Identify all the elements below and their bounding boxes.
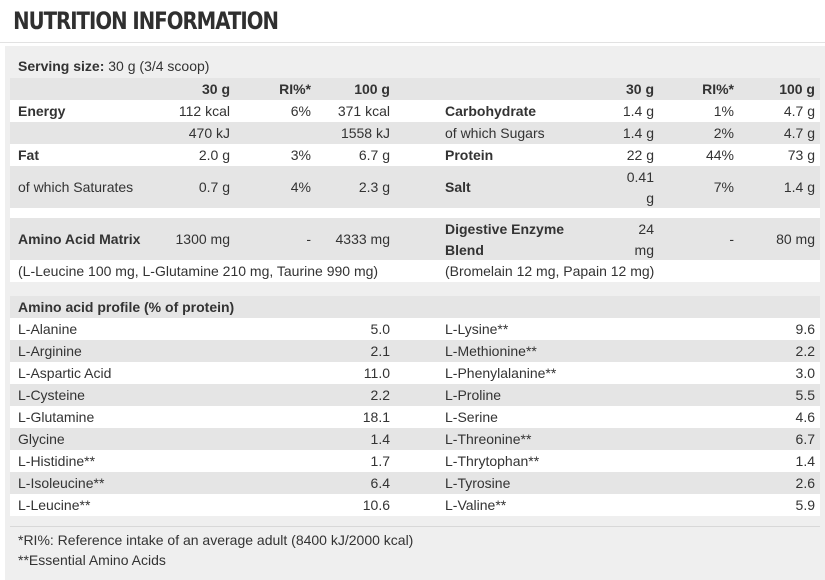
table-row: [10, 428, 820, 450]
spacer: [10, 282, 820, 296]
amino-name: L-Lysine**: [445, 321, 509, 337]
amino-name: L-Proline: [445, 387, 502, 403]
table-row: [10, 494, 820, 516]
table-row: [10, 122, 820, 144]
enzyme-label-line2: Blend: [445, 242, 484, 258]
amino-name: L-Histidine**: [18, 453, 96, 469]
fat-ri: 3%: [290, 147, 311, 163]
salt-30g: 0.41: [626, 169, 654, 185]
header-100g-right: 100 g: [779, 81, 815, 97]
protein-100g: 73 g: [787, 147, 815, 163]
energy-100g: 371 kcal: [337, 103, 390, 119]
amino-name: L-Threonine**: [445, 431, 532, 447]
sugars-30g: 1.4 g: [622, 125, 654, 141]
salt-label: Salt: [445, 179, 471, 195]
footnote-ri: *RI%: Reference intake of an average adult (8400 kJ/2000 kcal): [18, 532, 414, 548]
amino-value: 6.4: [370, 475, 390, 491]
header-ri-right: RI%*: [702, 81, 734, 97]
table-row: [10, 472, 820, 494]
amino-name: L-Thrytophan**: [445, 453, 540, 469]
enzyme-30g: 24: [638, 221, 654, 237]
page-title: NUTRITION INFORMATION: [13, 7, 278, 35]
serving-size: [18, 58, 209, 74]
energy-30g: 112 kcal: [178, 103, 230, 119]
amino-value: 18.1: [362, 409, 390, 425]
amino-matrix-100g: 4333 mg: [335, 231, 390, 247]
enzyme-ri: -: [729, 231, 734, 247]
amino-name: L-Serine: [445, 409, 498, 425]
table-header-row: [10, 78, 820, 100]
fat-30g: 2.0 g: [198, 147, 230, 163]
amino-profile-heading: Amino acid profile (% of protein): [18, 299, 235, 315]
amino-value: 11.0: [363, 365, 390, 381]
saturates-ri: 4%: [290, 179, 311, 195]
amino-name: L-Cysteine: [18, 387, 85, 403]
protein-label: Protein: [445, 147, 494, 163]
saturates-label: of which Saturates: [18, 179, 134, 195]
amino-name: L-Tyrosine: [445, 475, 511, 491]
amino-value: 2.1: [370, 343, 390, 359]
nutrition-panel: [5, 46, 825, 580]
amino-value: 4.6: [795, 409, 815, 425]
amino-name: L-Isoleucine**: [18, 475, 105, 491]
amino-name: L-Phenylalanine**: [445, 365, 557, 381]
salt-30g-unit: g: [646, 190, 654, 206]
salt-100g: 1.4 g: [783, 179, 815, 195]
serving-size-label: Serving size:: [18, 58, 105, 74]
header-ri-left: RI%*: [279, 81, 311, 97]
table-row: [10, 450, 820, 472]
amino-value: 6.7: [795, 431, 815, 447]
serving-size-value: 30 g (3/4 scoop): [108, 58, 210, 74]
saturates-30g: 0.7 g: [198, 179, 230, 195]
amino-matrix-ri: -: [306, 231, 311, 247]
sugars-label: of which Sugars: [445, 125, 545, 141]
amino-value: 5.5: [795, 387, 815, 403]
table-row: [10, 340, 820, 362]
amino-value: 3.0: [795, 365, 815, 381]
carbohydrate-ri: 1%: [713, 103, 734, 119]
table-row: [10, 384, 820, 406]
sugars-ri: 2%: [713, 125, 734, 141]
salt-ri: 7%: [713, 179, 734, 195]
amino-matrix-label: Amino Acid Matrix: [18, 231, 141, 247]
sugars-100g: 4.7 g: [783, 125, 815, 141]
energy-ri: 6%: [290, 103, 311, 119]
amino-value: 2.2: [795, 343, 815, 359]
amino-name: L-Arginine: [18, 343, 82, 359]
enzyme-note: (Bromelain 12 mg, Papain 12 mg): [445, 263, 655, 279]
protein-ri: 44%: [705, 147, 734, 163]
page-header: [0, 0, 825, 43]
amino-name: Glycine: [18, 431, 65, 447]
amino-profile-heading-row: [10, 296, 820, 318]
carbohydrate-30g: 1.4 g: [622, 103, 654, 119]
amino-value: 9.6: [795, 321, 815, 337]
amino-name: L-Aspartic Acid: [18, 365, 112, 381]
footnote-essential: **Essential Amino Acids: [18, 552, 166, 568]
enzyme-100g: 80 mg: [776, 231, 815, 247]
table-row: [10, 362, 820, 384]
carbohydrate-100g: 4.7 g: [783, 103, 815, 119]
amino-matrix-30g: 1300 mg: [175, 231, 230, 247]
protein-30g: 22 g: [626, 147, 654, 163]
header-100g-left: 100 g: [354, 81, 390, 97]
amino-name: L-Leucine**: [18, 497, 91, 513]
table-row: [10, 166, 820, 208]
header-30g-left: 30 g: [201, 81, 230, 97]
table-row: [10, 406, 820, 428]
saturates-100g: 2.3 g: [358, 179, 390, 195]
amino-name: L-Methionine**: [445, 343, 537, 359]
table-row: [10, 260, 820, 282]
header-30g-right: 30 g: [625, 81, 654, 97]
divider: [10, 526, 820, 527]
table-row: [10, 100, 820, 122]
amino-name: L-Glutamine: [18, 409, 95, 425]
table-row: [10, 318, 820, 340]
amino-value: 2.2: [370, 387, 390, 403]
amino-name: L-Alanine: [18, 321, 78, 337]
energy-kj-100g: 1558 kJ: [340, 125, 390, 141]
enzyme-30g-unit: mg: [634, 242, 654, 258]
amino-value: 5.0: [370, 321, 390, 337]
table-row: [10, 144, 820, 166]
amino-value: 1.7: [370, 453, 390, 469]
amino-value: 5.9: [795, 497, 815, 513]
amino-matrix-note: (L-Leucine 100 mg, L-Glutamine 210 mg, Taurine 990 mg): [18, 263, 379, 279]
amino-name: L-Valine**: [445, 497, 507, 513]
enzyme-label: Digestive Enzyme: [445, 221, 565, 237]
amino-value: 1.4: [795, 453, 815, 469]
amino-value: 2.6: [795, 475, 815, 491]
table-row: [10, 218, 820, 260]
energy-label: Energy: [18, 103, 66, 119]
carbohydrate-label: Carbohydrate: [445, 103, 537, 119]
amino-value: 1.4: [370, 431, 390, 447]
fat-label: Fat: [18, 147, 39, 163]
energy-kj-30g: 470 kJ: [188, 125, 230, 141]
spacer: [10, 208, 820, 218]
fat-100g: 6.7 g: [358, 147, 390, 163]
amino-value: 10.6: [362, 497, 390, 513]
